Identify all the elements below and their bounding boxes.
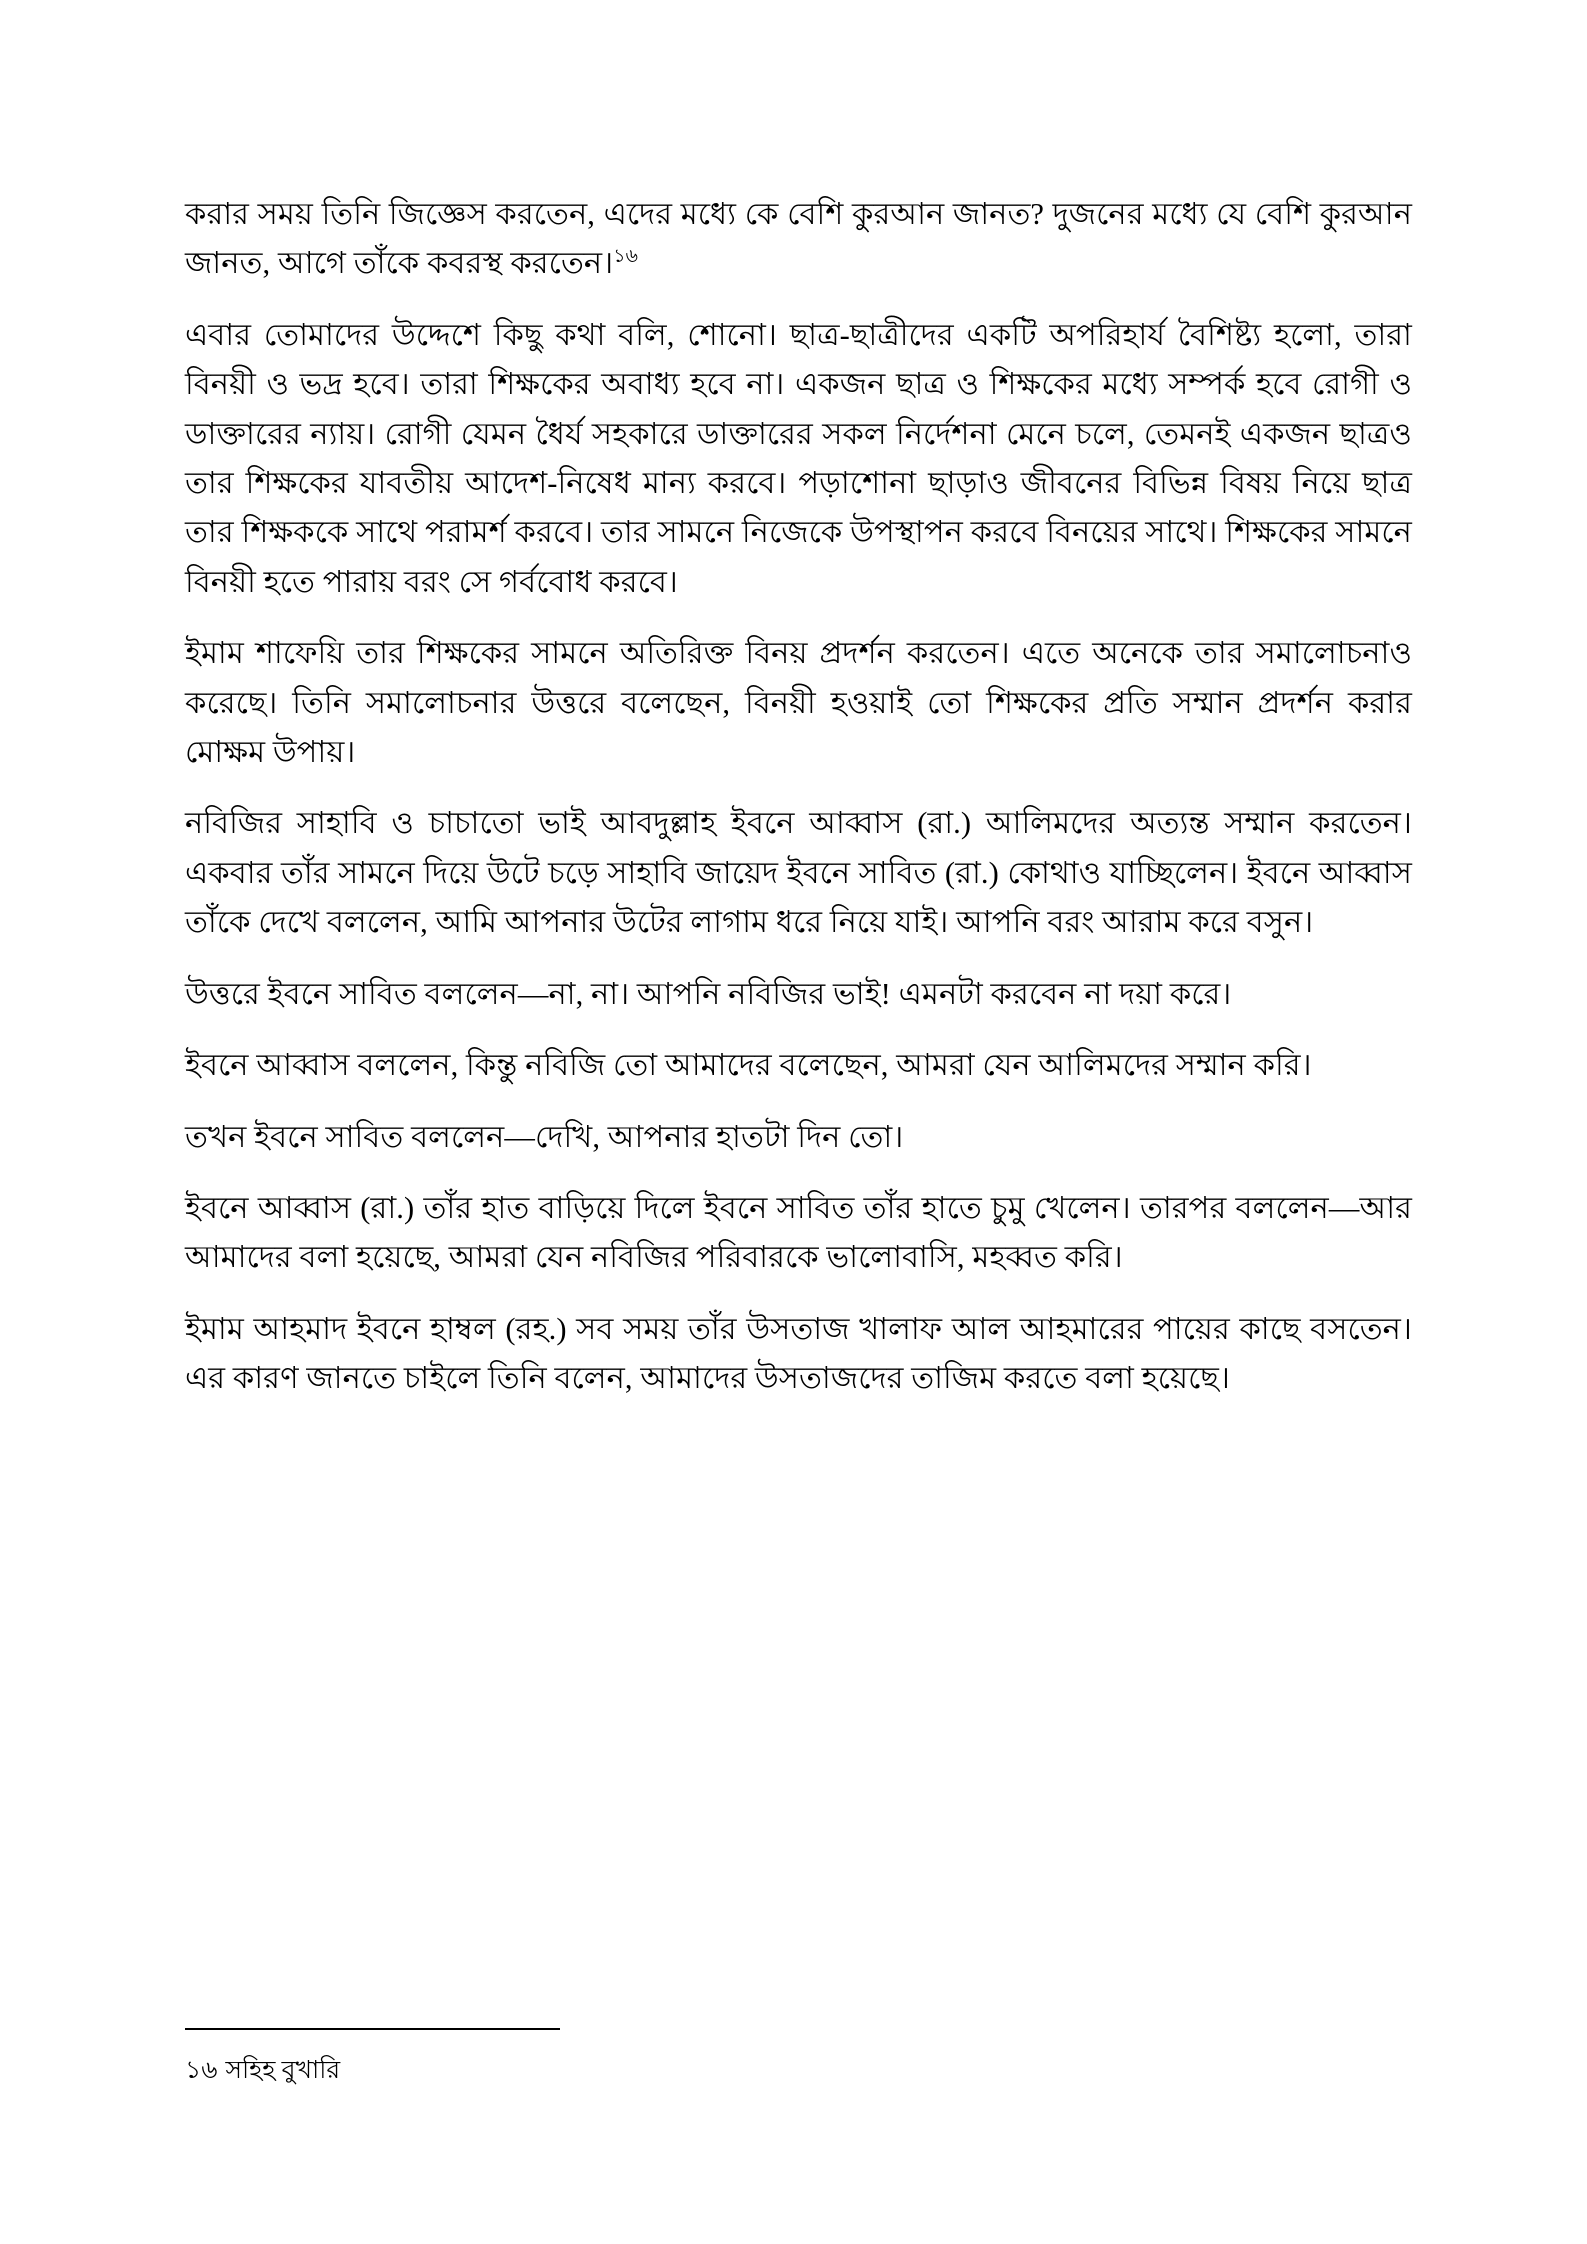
paragraph-text: এবার তোমাদের উদ্দেশে কিছু কথা বলি, শোনো। ছাত্র-ছাত্রীদের একটি অপরিহার্য বৈশিষ্ট্য হলো, তারা বিনয়ী ও ভদ্র হবে। তারা শিক্ষকের অবাধ্য হবে না। একজন ছাত্র ও শিক্ষকের মধ্যে সম্পর্ক হবে রোগী ও ডাক্তারের ন্যায়। রোগী যেমন ধৈর্য সহকারে ডাক্তারের সকল নির্দেশনা মেনে চলে, তেমনই একজন ছাত্রও তার শিক্ষকের যাবতীয় আদেশ-নিষেধ মান্য করবে। পড়াশোনা ছাড়াও জীবনের বিভিন্ন বিষয় নিয়ে ছাত্র তার শিক্ষককে সাথে পরামর্শ করবে। তার সামনে নিজেকে উপস্থাপন করবে বিনয়ের সাথে। শিক্ষকের সামনে বিনয়ী হতে পারায় বরং সে গর্ববোধ করবে।: [185, 317, 1412, 599]
paragraph-text: ইমাম শাফেয়ি তার শিক্ষকের সামনে অতিরিক্ত বিনয় প্রদর্শন করতেন। এতে অনেকে তার সমালোচনাও করেছে। তিনি সমালোচনার উত্তরে বলেছেন, বিনয়ী হওয়াই তো শিক্ষকের প্রতি সম্মান প্রদর্শন করার মোক্ষম উপায়।: [185, 636, 1412, 770]
paragraph: [185, 799, 1412, 947]
paragraph: [185, 1113, 1412, 1162]
footnote-area: [185, 2028, 1412, 2090]
paragraph-text: ইমাম আহমাদ ইবনে হাম্বল (রহ.) সব সময় তাঁর উসতাজ খালাফ আল আহমারের পায়ের কাছে বসতেন। এর কারণ জানতে চাইলে তিনি বলেন, আমাদের উসতাজদের তাজিম করতে বলা হয়েছে।: [185, 1311, 1412, 1396]
page-body: [185, 190, 1412, 1404]
footnote-item: [185, 2052, 1412, 2090]
footnote-marker: ১৬: [185, 2056, 218, 2084]
paragraph-text: করার সময় তিনি জিজ্ঞেস করতেন, এদের মধ্যে কে বেশি কুরআন জানত? দুজনের মধ্যে যে বেশি কুরআন জানত, আগে তাঁকে কবরস্থ করতেন।: [185, 197, 1412, 281]
paragraph-text: তখন ইবনে সাবিত বললেন—দেখি, আপনার হাতটা দিন তো।: [185, 1119, 904, 1154]
paragraph: [185, 1041, 1412, 1090]
paragraph-text: ইবনে আব্বাস বললেন, কিন্তু নবিজি তো আমাদের বলেছেন, আমরা যেন আলিমদের সম্মান করি।: [185, 1048, 1312, 1083]
paragraph-text: ইবনে আব্বাস (রা.) তাঁর হাত বাড়িয়ে দিলে ইবনে সাবিত তাঁর হাতে চুমু খেলেন। তারপর বললেন—আর আমাদের বলা হয়েছে, আমরা যেন নবিজির পরিবারকে ভালোবাসি, মহব্বত করি।: [185, 1190, 1413, 1275]
footnote-text: সহিহ বুখারি: [225, 2056, 341, 2084]
paragraph-text: উত্তরে ইবনে সাবিত বললেন—না, না। আপনি নবিজির ভাই! এমনটা করবেন না দয়া করে।: [185, 976, 1232, 1011]
paragraph: [185, 1184, 1412, 1283]
paragraph: [185, 970, 1412, 1019]
footnote-separator-rule: [185, 2028, 560, 2030]
paragraph: [185, 190, 1412, 289]
paragraph: [185, 311, 1412, 607]
footnote-reference[interactable]: ১৬: [613, 246, 639, 268]
paragraph: [185, 1305, 1412, 1404]
paragraph-text: নবিজির সাহাবি ও চাচাতো ভাই আবদুল্লাহ ইবনে আব্বাস (রা.) আলিমদের অত্যন্ত সম্মান করতেন। একবার তাঁর সামনে দিয়ে উটে চড়ে সাহাবি জায়েদ ইবনে সাবিত (রা.) কোথাও যাচ্ছিলেন। ইবনে আব্বাস তাঁকে দেখে বললেন, আমি আপনার উটের লাগাম ধরে নিয়ে যাই। আপনি বরং আরাম করে বসুন।: [185, 806, 1412, 940]
paragraph: [185, 629, 1412, 777]
